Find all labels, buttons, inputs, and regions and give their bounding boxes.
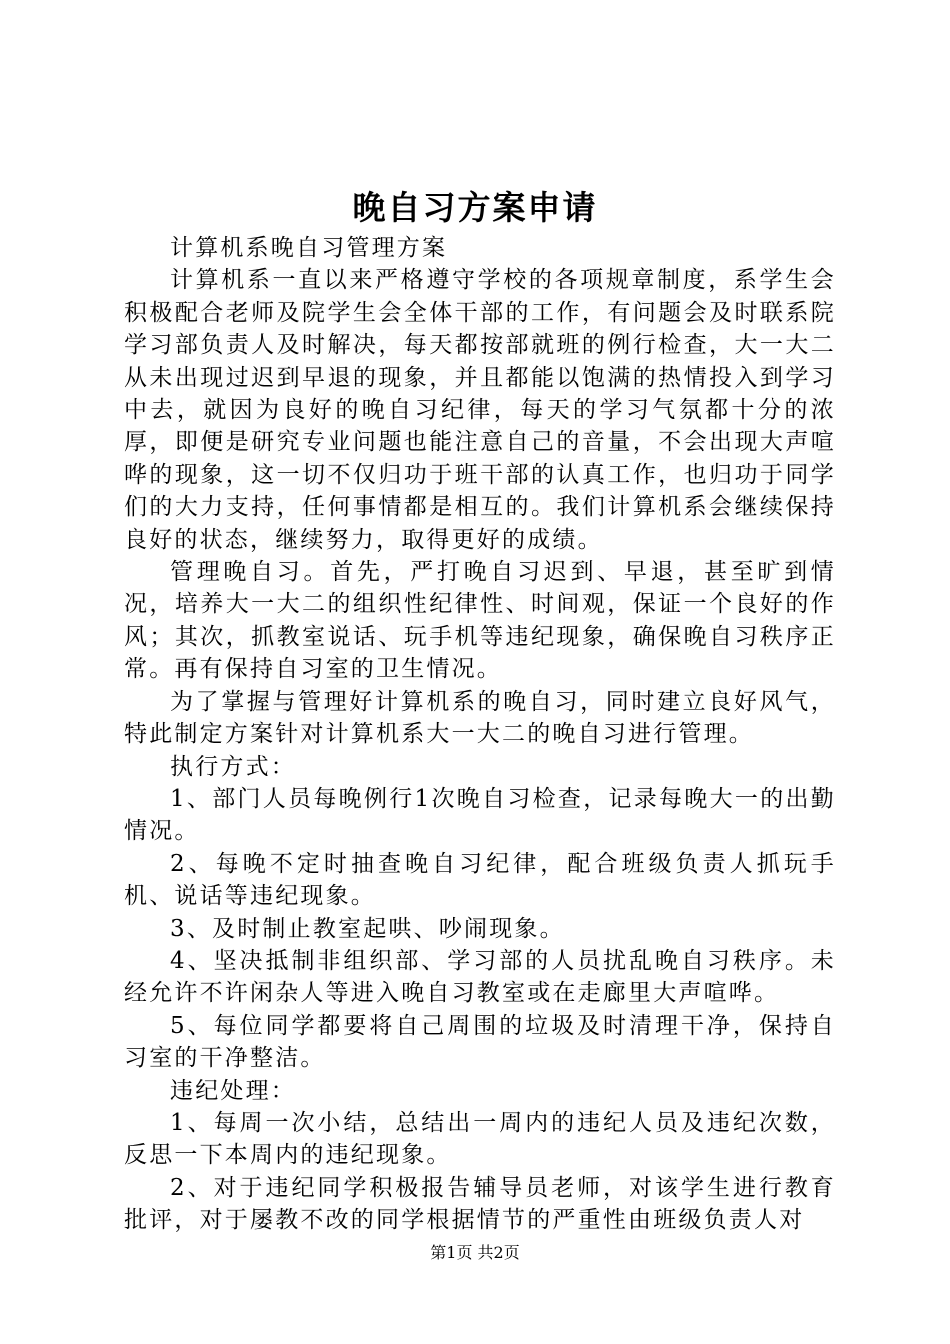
document-body [124, 232, 836, 1237]
paragraph: 管理晚自习。首先，严打晚自习迟到、早退，甚至旷到情况，培养大一大二的组织性纪律性、时间观，保证一个良好的作风；其次，抓教室说话、玩手机等违纪现象，确保晚自习秩序正常。再有保持自习室的卫生情况。 [124, 559, 836, 683]
list-item: 2、对于违纪同学积极报告辅导员老师，对该学生进行教育批评，对于屡教不改的同学根据情节的严重性由班级负责人对 [124, 1174, 836, 1234]
list-item: 5、每位同学都要将自己周围的垃圾及时清理干净，保持自习室的干净整洁。 [124, 1012, 836, 1072]
subheading-execution: 执行方式： [170, 753, 296, 780]
section-heading: 计算机系晚自习管理方案 [170, 235, 448, 261]
list-item: 1、每周一次小结，总结出一周内的违纪人员及违纪次数，反思一下本周内的违纪现象。 [124, 1109, 836, 1169]
list-item: 2、每晚不定时抽查晚自习纪律，配合班级负责人抓玩手机、说话等违纪现象。 [124, 850, 836, 910]
list-item: 4、坚决抵制非组织部、学习部的人员扰乱晚自习秩序。未经允许不许闲杂人等进入晚自习教室或在走廊里大声喧哗。 [124, 947, 836, 1007]
list-item: 1、部门人员每晚例行1次晚自习检查，记录每晚大一的出勤情况。 [124, 785, 836, 845]
paragraph: 为了掌握与管理好计算机系的晚自习，同时建立良好风气，特此制定方案针对计算机系大一大二的晚自习进行管理。 [124, 688, 836, 748]
page-title: 晚自习方案申请 [352, 188, 598, 227]
subheading-discipline: 违纪处理： [170, 1077, 296, 1104]
page-number-footer: 第1页 共2页 [430, 1243, 520, 1262]
paragraph: 计算机系一直以来严格遵守学校的各项规章制度，系学生会积极配合老师及院学生会全体干部的工作，有问题会及时联系院学习部负责人及时解决，每天都按部就班的例行检查，大一大二从未出现过迟到早退的现象，并且都能以饱满的热情投入到学习中去，就因为良好的晚自习纪律，每天的学习气氛都十分的浓厚，即便是研究专业问题也能注意自己的音量，不会出现大声喧哗的现象，这一切不仅归功于班干部的认真工作，也归功于同学们的大力支持，任何事情都是相互的。我们计算机系会继续保持良好的状态，继续努力，取得更好的成绩。 [124, 267, 836, 553]
list-item: 3、及时制止教室起哄、吵闹现象。 [170, 915, 565, 942]
